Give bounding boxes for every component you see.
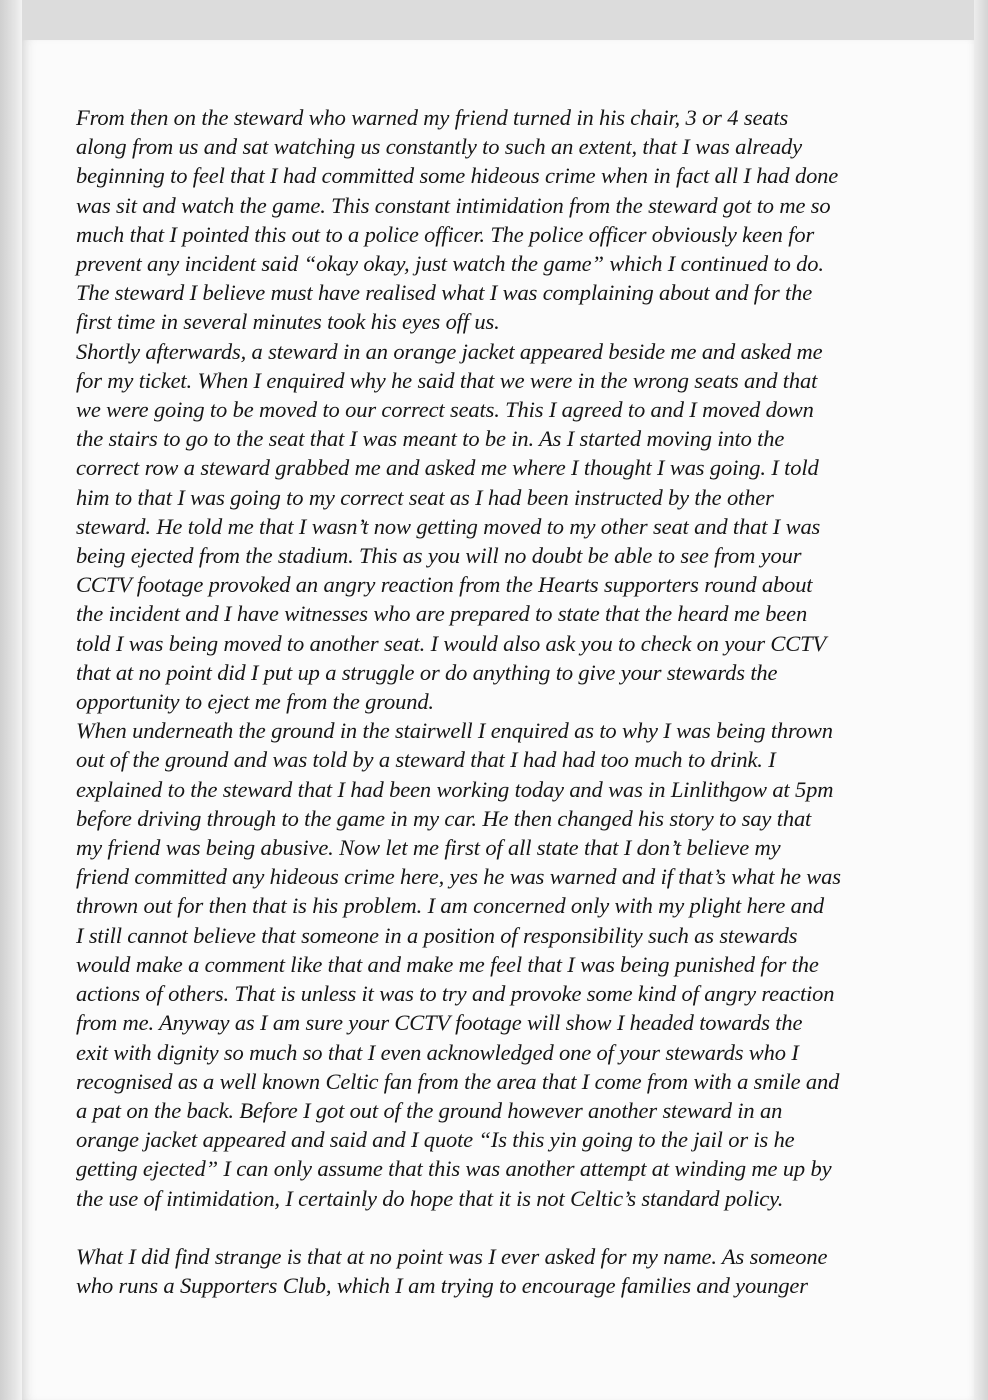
text-line: correct row a steward grabbed me and asked me where I thought I was going. I told <box>76 455 819 481</box>
text-line: the use of intimidation, I certainly do hope that it is not Celtic’s standard policy. <box>76 1185 784 1211</box>
paragraph <box>76 716 948 1212</box>
text-line: a pat on the back. Before I got out of the ground however another steward in an <box>76 1097 783 1123</box>
text-line: much that I pointed this out to a police officer. The police officer obviously keen for <box>76 221 815 247</box>
text-line: my friend was being abusive. Now let me first of all state that I don’t believe my <box>76 835 781 861</box>
text-line: beginning to feel that I had committed some hideous crime when in fact all I had done <box>76 163 839 189</box>
text-line: orange jacket appeared and said and I quote “Is this yin going to the jail or is he <box>76 1127 795 1153</box>
paragraph <box>76 1242 948 1300</box>
text-line: steward. He told me that I wasn’t now getting moved to my other seat and that I was <box>76 513 821 539</box>
text-line: first time in several minutes took his eyes off us. <box>76 309 500 335</box>
paragraph <box>76 103 948 337</box>
text-line: I still cannot believe that someone in a position of responsibility such as stewards <box>76 922 798 948</box>
text-line: opportunity to eject me from the ground. <box>76 689 434 715</box>
text-line: thrown out for then that is his problem. I am concerned only with my plight here and <box>76 893 824 919</box>
paragraph <box>76 337 948 717</box>
text-line: explained to the steward that I had been working today and was in Linlithgow at 5pm <box>76 776 834 802</box>
text-line: before driving through to the game in my car. He then changed his story to say that <box>76 805 812 831</box>
text-line: out of the ground and was told by a steward that I had had too much to drink. I <box>76 747 776 773</box>
text-line: the stairs to go to the seat that I was meant to be in. As I started moving into the <box>76 426 785 452</box>
text-line: exit with dignity so much so that I even acknowledged one of your stewards who I <box>76 1039 799 1065</box>
text-line: From then on the steward who warned my friend turned in his chair, 3 or 4 seats <box>76 105 789 130</box>
text-line: was sit and watch the game. This constant intimidation from the steward got to me so <box>76 192 831 218</box>
text-line: What I did find strange is that at no point was I ever asked for my name. As someone <box>76 1243 828 1269</box>
letter-body <box>76 103 948 1300</box>
text-line: recognised as a well known Celtic fan from the area that I come from with a smile and <box>76 1068 840 1094</box>
text-line: that at no point did I put up a struggle or do anything to give your stewards the <box>76 659 778 685</box>
text-line: Shortly afterwards, a steward in an orange jacket appeared beside me and asked me <box>76 338 823 364</box>
text-line: being ejected from the stadium. This as you will no doubt be able to see from your <box>76 543 802 569</box>
text-line: him to that I was going to my correct seat as I had been instructed by the other <box>76 484 774 510</box>
text-line: getting ejected” I can only assume that this was another attempt at winding me up by <box>76 1156 832 1182</box>
text-line: would make a comment like that and make me feel that I was being punished for the <box>76 951 819 977</box>
text-line: told I was being moved to another seat. I would also ask you to check on your CCTV <box>76 630 827 656</box>
text-line: The steward I believe must have realised what I was complaining about and for the <box>76 280 813 306</box>
text-line: prevent any incident said “okay okay, just watch the game” which I continued to do. <box>76 251 824 277</box>
text-line: friend committed any hideous crime here, yes he was warned and if that’s what he was <box>76 864 841 890</box>
page-edge-right <box>974 0 988 1400</box>
paragraph-gap <box>76 1213 948 1242</box>
binding-edge <box>0 0 22 1400</box>
text-line: along from us and sat watching us constantly to such an extent, that I was already <box>76 134 802 160</box>
text-line: from me. Anyway as I am sure your CCTV footage will show I headed towards the <box>76 1010 803 1036</box>
text-line: we were going to be moved to our correct seats. This I agreed to and I moved down <box>76 397 814 423</box>
text-line: CCTV footage provoked an angry reaction from the Hearts supporters round about <box>76 572 813 598</box>
text-line: actions of others. That is unless it was to try and provoke some kind of angry reaction <box>76 981 835 1007</box>
text-line: who runs a Supporters Club, which I am trying to encourage families and younger <box>76 1273 808 1299</box>
text-line: the incident and I have witnesses who are prepared to state that the heard me been <box>76 601 808 627</box>
text-line: When underneath the ground in the stairwell I enquired as to why I was being thrown <box>76 718 833 744</box>
text-line: for my ticket. When I enquired why he said that we were in the wrong seats and that <box>76 367 818 393</box>
